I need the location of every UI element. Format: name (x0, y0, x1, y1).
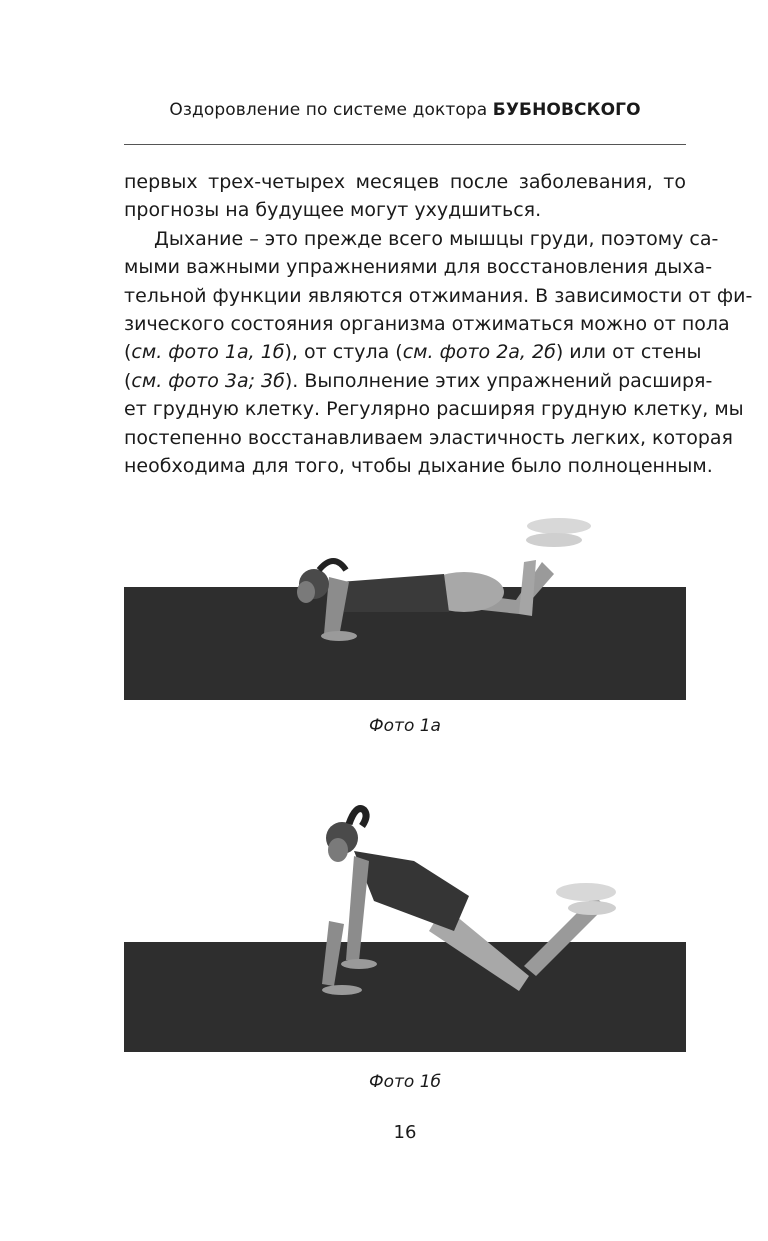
photo-1a (124, 512, 686, 700)
text-line: постепенно восстанавливаем эластичность легких, которая (124, 426, 733, 449)
photo-1a-caption: Фото 1а (369, 716, 441, 736)
text-line: мыми важными упражнениями для восстановления дыха- (124, 256, 713, 279)
photo-reference: см. фото 1а, 1б (131, 341, 285, 364)
photo-1b-image (124, 796, 686, 1052)
header-author: БУБНОВСКОГО (492, 100, 641, 120)
photo-1b (124, 796, 686, 1052)
page-number: 16 (393, 1122, 417, 1143)
header-divider (124, 144, 686, 145)
text-line: тельной функции являются отжимания. В зависимости от фи- (124, 284, 753, 307)
photo-1b-caption: Фото 1б (368, 1072, 442, 1092)
text-line: прогнозы на будущее могут ухудшиться. (124, 199, 542, 222)
photo-reference: см. фото 3а; 3б (131, 369, 285, 392)
text-line: зического состояния организма отжиматься можно от пола (124, 313, 730, 336)
photo-reference: см. фото 2а, 2б (402, 341, 556, 364)
text-line: первых трех-четырех месяцев после заболевания, то (124, 171, 686, 193)
body-text (124, 168, 753, 480)
text-line: необходима для того, чтобы дыхание было полноценным. (124, 455, 713, 478)
header-title: Оздоровление по системе доктора (169, 100, 488, 120)
text-line: ет грудную клетку. Регулярно расширяя грудную клетку, мы (124, 398, 744, 421)
text-line: Дыхание – это прежде всего мышцы груди, поэтому са- (154, 227, 719, 250)
running-header (124, 100, 686, 120)
text-line: (см. фото 1а, 1б), от стула (см. фото 2а, 2б) или от стены (124, 341, 702, 364)
photo-1a-image (124, 512, 686, 700)
text-line: (см. фото 3а; 3б). Выполнение этих упражнений расширя- (124, 369, 713, 392)
